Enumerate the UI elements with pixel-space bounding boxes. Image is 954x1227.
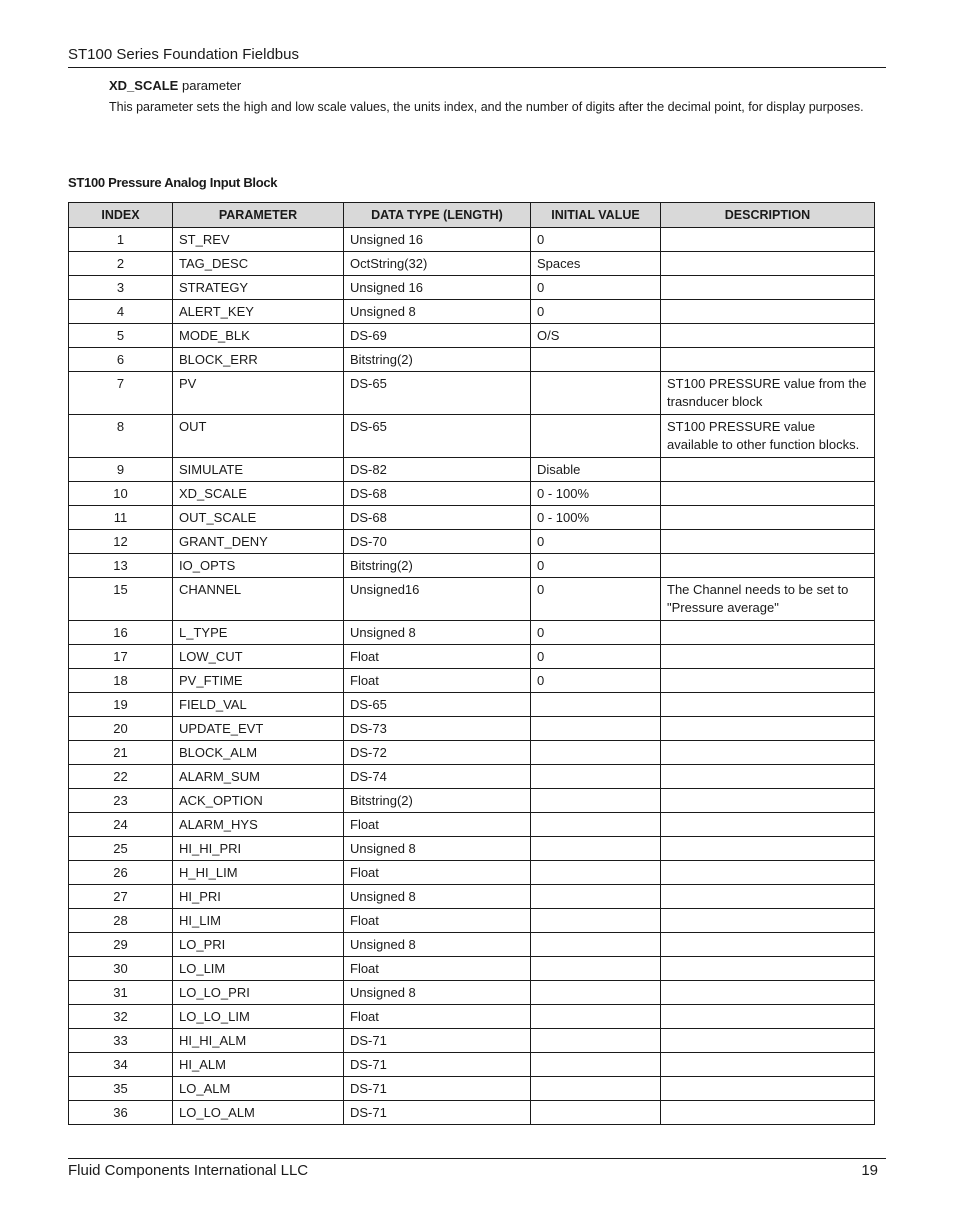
cell-parameter: GRANT_DENY [173, 530, 344, 554]
cell-initial-value: 0 [531, 276, 661, 300]
cell-initial-value [531, 813, 661, 837]
cell-initial-value [531, 981, 661, 1005]
table-row [69, 300, 875, 324]
cell-data-type: Float [344, 957, 531, 981]
analog-input-table [68, 202, 875, 1125]
cell-description [661, 1029, 875, 1053]
cell-description [661, 789, 875, 813]
cell-data-type: OctString(32) [344, 252, 531, 276]
cell-index: 36 [69, 1101, 173, 1125]
cell-parameter: ACK_OPTION [173, 789, 344, 813]
header-divider [68, 67, 886, 68]
cell-index: 16 [69, 621, 173, 645]
cell-data-type: DS-71 [344, 1077, 531, 1101]
cell-data-type: Float [344, 1005, 531, 1029]
cell-data-type: DS-65 [344, 372, 531, 415]
cell-data-type: Float [344, 669, 531, 693]
table-row [69, 789, 875, 813]
cell-index: 15 [69, 578, 173, 621]
cell-index: 10 [69, 482, 173, 506]
table-row [69, 741, 875, 765]
table-header-row [69, 203, 875, 228]
cell-parameter: XD_SCALE [173, 482, 344, 506]
cell-parameter: ALARM_SUM [173, 765, 344, 789]
table-row [69, 324, 875, 348]
cell-index: 21 [69, 741, 173, 765]
cell-description [661, 693, 875, 717]
cell-data-type: Unsigned 16 [344, 228, 531, 252]
cell-index: 29 [69, 933, 173, 957]
cell-index: 34 [69, 1053, 173, 1077]
table-row [69, 506, 875, 530]
cell-description [661, 324, 875, 348]
cell-data-type: Unsigned 16 [344, 276, 531, 300]
footer-divider [68, 1158, 886, 1159]
cell-data-type: Unsigned 8 [344, 837, 531, 861]
cell-description [661, 837, 875, 861]
table-row [69, 578, 875, 621]
table-row [69, 372, 875, 415]
cell-index: 12 [69, 530, 173, 554]
cell-index: 23 [69, 789, 173, 813]
cell-parameter: FIELD_VAL [173, 693, 344, 717]
cell-initial-value [531, 348, 661, 372]
table-row [69, 482, 875, 506]
cell-description [661, 933, 875, 957]
cell-description [661, 1053, 875, 1077]
cell-description [661, 621, 875, 645]
cell-index: 1 [69, 228, 173, 252]
cell-parameter: HI_HI_PRI [173, 837, 344, 861]
table-row [69, 1077, 875, 1101]
cell-data-type: DS-73 [344, 717, 531, 741]
cell-description [661, 885, 875, 909]
cell-description [661, 717, 875, 741]
cell-initial-value [531, 957, 661, 981]
cell-initial-value [531, 415, 661, 458]
cell-index: 6 [69, 348, 173, 372]
cell-parameter: TAG_DESC [173, 252, 344, 276]
cell-description [661, 530, 875, 554]
table-row [69, 765, 875, 789]
cell-parameter: MODE_BLK [173, 324, 344, 348]
cell-description [661, 861, 875, 885]
table-row [69, 693, 875, 717]
cell-parameter: H_HI_LIM [173, 861, 344, 885]
cell-initial-value: 0 [531, 530, 661, 554]
table-row [69, 933, 875, 957]
table-row [69, 348, 875, 372]
cell-initial-value [531, 1077, 661, 1101]
cell-index: 20 [69, 717, 173, 741]
cell-data-type: DS-74 [344, 765, 531, 789]
cell-description [661, 458, 875, 482]
cell-data-type: DS-69 [344, 324, 531, 348]
cell-data-type: DS-70 [344, 530, 531, 554]
cell-description [661, 482, 875, 506]
cell-data-type: Unsigned 8 [344, 300, 531, 324]
cell-parameter: STRATEGY [173, 276, 344, 300]
cell-data-type: Unsigned 8 [344, 981, 531, 1005]
footer-company: Fluid Components International LLC [68, 1162, 309, 1179]
table-row [69, 861, 875, 885]
column-header-initial-value: INITIAL VALUE [531, 203, 661, 228]
cell-index: 13 [69, 554, 173, 578]
cell-parameter: UPDATE_EVT [173, 717, 344, 741]
cell-index: 2 [69, 252, 173, 276]
cell-index: 18 [69, 669, 173, 693]
cell-initial-value [531, 372, 661, 415]
cell-parameter: OUT [173, 415, 344, 458]
cell-data-type: DS-82 [344, 458, 531, 482]
cell-initial-value: 0 - 100% [531, 506, 661, 530]
cell-index: 17 [69, 645, 173, 669]
cell-description [661, 228, 875, 252]
cell-index: 26 [69, 861, 173, 885]
cell-index: 25 [69, 837, 173, 861]
cell-parameter: PV [173, 372, 344, 415]
cell-parameter: HI_LIM [173, 909, 344, 933]
cell-parameter: LOW_CUT [173, 645, 344, 669]
parameter-word: parameter [181, 78, 242, 93]
cell-data-type: Bitstring(2) [344, 348, 531, 372]
cell-index: 8 [69, 415, 173, 458]
cell-index: 7 [69, 372, 173, 415]
cell-index: 3 [69, 276, 173, 300]
cell-description [661, 957, 875, 981]
cell-data-type: Float [344, 909, 531, 933]
cell-index: 33 [69, 1029, 173, 1053]
cell-index: 5 [69, 324, 173, 348]
cell-data-type: DS-72 [344, 741, 531, 765]
table-row [69, 621, 875, 645]
cell-data-type: Float [344, 861, 531, 885]
table-row [69, 228, 875, 252]
cell-description [661, 981, 875, 1005]
cell-parameter: ST_REV [173, 228, 344, 252]
cell-description [661, 252, 875, 276]
cell-index: 35 [69, 1077, 173, 1101]
cell-initial-value [531, 933, 661, 957]
cell-description [661, 813, 875, 837]
table-row [69, 909, 875, 933]
cell-parameter: LO_LIM [173, 957, 344, 981]
cell-index: 22 [69, 765, 173, 789]
cell-initial-value [531, 717, 661, 741]
cell-initial-value [531, 1029, 661, 1053]
cell-description [661, 669, 875, 693]
cell-index: 9 [69, 458, 173, 482]
cell-description [661, 741, 875, 765]
cell-initial-value: 0 [531, 669, 661, 693]
cell-parameter: OUT_SCALE [173, 506, 344, 530]
cell-data-type: Unsigned16 [344, 578, 531, 621]
parameter-description: This parameter sets the high and low scale values, the units index, and the number of digits after the decimal point, for display purposes. [109, 100, 864, 114]
column-header-parameter: PARAMETER [173, 203, 344, 228]
cell-parameter: CHANNEL [173, 578, 344, 621]
cell-parameter: BLOCK_ALM [173, 741, 344, 765]
footer-page-number: 19 [861, 1162, 878, 1179]
cell-parameter: LO_ALM [173, 1077, 344, 1101]
cell-description [661, 348, 875, 372]
cell-data-type: DS-71 [344, 1029, 531, 1053]
table-row [69, 885, 875, 909]
cell-initial-value [531, 741, 661, 765]
cell-description [661, 1101, 875, 1125]
table-row [69, 458, 875, 482]
table-row [69, 530, 875, 554]
cell-description: ST100 PRESSURE value available to other function blocks. [661, 415, 875, 458]
table-row [69, 669, 875, 693]
table-body [69, 228, 875, 1125]
column-header-data-type: DATA TYPE (LENGTH) [344, 203, 531, 228]
parameter-name: XD_SCALE [109, 78, 179, 93]
cell-data-type: Bitstring(2) [344, 554, 531, 578]
table-row [69, 837, 875, 861]
cell-parameter: LO_LO_ALM [173, 1101, 344, 1125]
cell-initial-value: 0 [531, 621, 661, 645]
cell-index: 19 [69, 693, 173, 717]
table-row [69, 813, 875, 837]
table-row [69, 645, 875, 669]
cell-description [661, 506, 875, 530]
cell-initial-value [531, 693, 661, 717]
cell-initial-value [531, 789, 661, 813]
cell-index: 30 [69, 957, 173, 981]
cell-parameter: PV_FTIME [173, 669, 344, 693]
table-row [69, 1101, 875, 1125]
cell-parameter: HI_PRI [173, 885, 344, 909]
cell-description [661, 554, 875, 578]
cell-parameter: SIMULATE [173, 458, 344, 482]
cell-parameter: ALARM_HYS [173, 813, 344, 837]
table-row [69, 717, 875, 741]
table-row [69, 957, 875, 981]
cell-parameter: BLOCK_ERR [173, 348, 344, 372]
table-row [69, 554, 875, 578]
table-row [69, 1053, 875, 1077]
cell-description [661, 300, 875, 324]
cell-parameter: IO_OPTS [173, 554, 344, 578]
cell-index: 4 [69, 300, 173, 324]
parameter-section [109, 77, 899, 116]
cell-parameter: LO_LO_LIM [173, 1005, 344, 1029]
cell-description [661, 765, 875, 789]
cell-description [661, 276, 875, 300]
cell-index: 11 [69, 506, 173, 530]
cell-initial-value: O/S [531, 324, 661, 348]
cell-initial-value [531, 909, 661, 933]
page-header-title: ST100 Series Foundation Fieldbus [68, 46, 299, 63]
section-title: ST100 Pressure Analog Input Block [68, 175, 278, 190]
column-header-index: INDEX [69, 203, 173, 228]
cell-initial-value [531, 1005, 661, 1029]
table-header [69, 203, 875, 228]
cell-initial-value [531, 1053, 661, 1077]
cell-index: 32 [69, 1005, 173, 1029]
cell-data-type: DS-68 [344, 506, 531, 530]
table-row [69, 276, 875, 300]
cell-initial-value [531, 765, 661, 789]
cell-initial-value [531, 885, 661, 909]
cell-description [661, 1077, 875, 1101]
cell-initial-value: 0 [531, 554, 661, 578]
cell-data-type: Float [344, 813, 531, 837]
cell-data-type: Unsigned 8 [344, 885, 531, 909]
cell-data-type: DS-71 [344, 1101, 531, 1125]
table-row [69, 1005, 875, 1029]
cell-index: 28 [69, 909, 173, 933]
cell-parameter: HI_ALM [173, 1053, 344, 1077]
cell-initial-value [531, 861, 661, 885]
cell-parameter: L_TYPE [173, 621, 344, 645]
cell-data-type: Float [344, 645, 531, 669]
cell-data-type: DS-68 [344, 482, 531, 506]
cell-initial-value: 0 - 100% [531, 482, 661, 506]
cell-initial-value: 0 [531, 300, 661, 324]
cell-index: 27 [69, 885, 173, 909]
cell-data-type: DS-65 [344, 693, 531, 717]
cell-initial-value: 0 [531, 228, 661, 252]
cell-initial-value: 0 [531, 578, 661, 621]
cell-description [661, 909, 875, 933]
cell-parameter: LO_PRI [173, 933, 344, 957]
cell-parameter: ALERT_KEY [173, 300, 344, 324]
cell-index: 31 [69, 981, 173, 1005]
cell-description [661, 645, 875, 669]
cell-description: The Channel needs to be set to "Pressure average" [661, 578, 875, 621]
cell-description: ST100 PRESSURE value from the trasnducer block [661, 372, 875, 415]
table-row [69, 981, 875, 1005]
cell-initial-value [531, 837, 661, 861]
cell-description [661, 1005, 875, 1029]
cell-initial-value [531, 1101, 661, 1125]
cell-data-type: DS-65 [344, 415, 531, 458]
table-row [69, 252, 875, 276]
cell-data-type: Unsigned 8 [344, 933, 531, 957]
cell-parameter: HI_HI_ALM [173, 1029, 344, 1053]
cell-initial-value: 0 [531, 645, 661, 669]
cell-data-type: Bitstring(2) [344, 789, 531, 813]
table-row [69, 415, 875, 458]
cell-initial-value: Disable [531, 458, 661, 482]
cell-data-type: DS-71 [344, 1053, 531, 1077]
cell-initial-value: Spaces [531, 252, 661, 276]
cell-parameter: LO_LO_PRI [173, 981, 344, 1005]
cell-index: 24 [69, 813, 173, 837]
cell-data-type: Unsigned 8 [344, 621, 531, 645]
table-row [69, 1029, 875, 1053]
column-header-description: DESCRIPTION [661, 203, 875, 228]
